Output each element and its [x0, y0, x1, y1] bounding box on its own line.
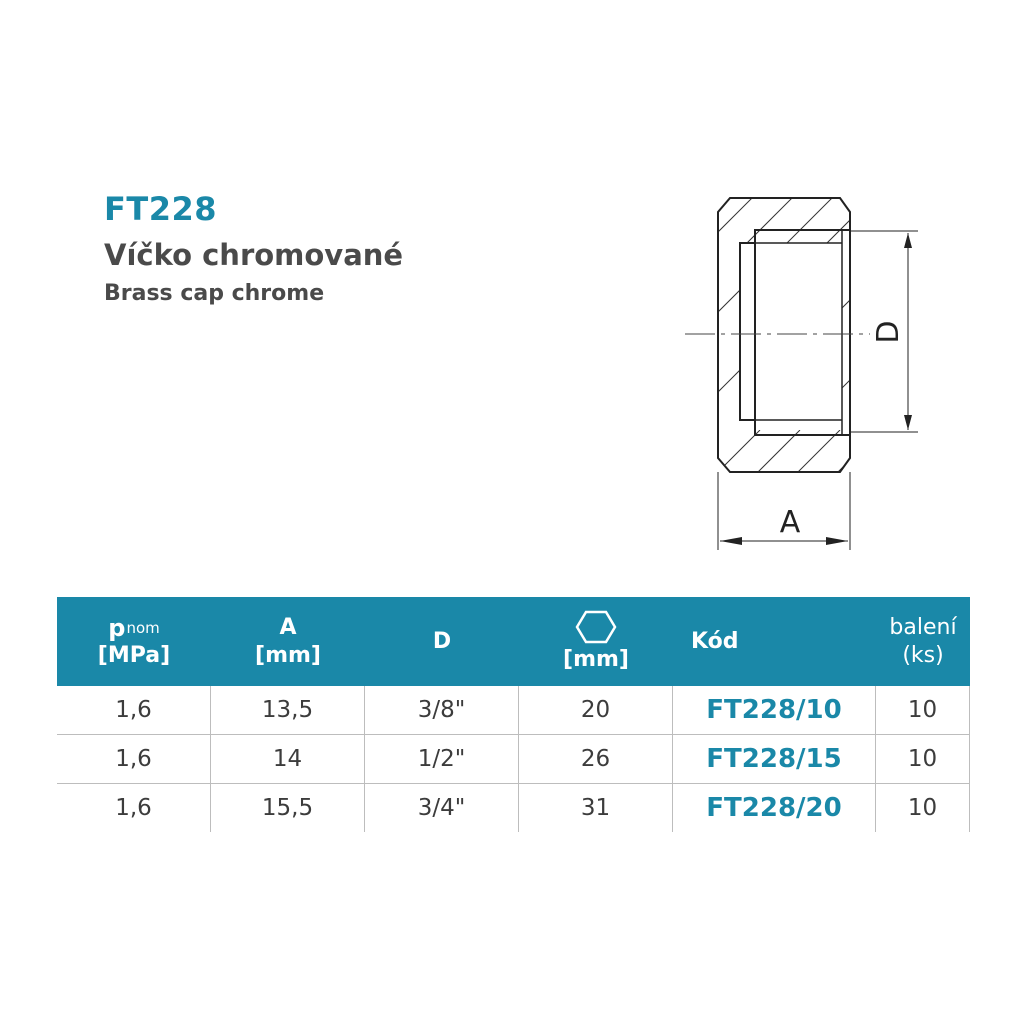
- header-baleni-unit: (ks): [902, 642, 944, 668]
- header-a-label: A: [279, 614, 297, 640]
- cell-d: 3/8": [365, 686, 519, 734]
- header-a: [211, 597, 365, 686]
- cell-baleni: 10: [876, 735, 970, 783]
- header-a-unit: [mm]: [255, 642, 321, 668]
- header-hex-unit: [mm]: [563, 646, 629, 672]
- cell-baleni: 10: [876, 784, 970, 832]
- cell-a: 14: [211, 735, 365, 783]
- header-baleni-label: balení: [889, 614, 957, 640]
- cell-baleni: 10: [876, 686, 970, 734]
- cell-a: 13,5: [211, 686, 365, 734]
- dimension-a-label: A: [779, 505, 801, 540]
- header-hex: [519, 597, 673, 686]
- product-code: FT228: [104, 190, 217, 228]
- cell-hex: 31: [519, 784, 673, 832]
- header-kod: [673, 597, 876, 686]
- cell-kod: FT228/15: [673, 735, 876, 783]
- spec-table: [57, 597, 970, 832]
- cell-kod: FT228/10: [673, 686, 876, 734]
- table-row: [57, 735, 970, 784]
- cell-kod: FT228/20: [673, 784, 876, 832]
- product-name-en: Brass cap chrome: [104, 281, 325, 306]
- cell-hex: 26: [519, 735, 673, 783]
- cell-d: 3/4": [365, 784, 519, 832]
- product-name-cz: Víčko chromované: [104, 238, 404, 272]
- pnom-symbol: p: [108, 613, 126, 642]
- cell-pnom: 1,6: [57, 784, 211, 832]
- header-d: [365, 597, 519, 686]
- cell-a: 15,5: [211, 784, 365, 832]
- hexagon-icon: [575, 610, 617, 644]
- table-header: [57, 597, 970, 686]
- cell-pnom: 1,6: [57, 735, 211, 783]
- dimension-d-label: D: [871, 320, 906, 344]
- cell-d: 1/2": [365, 735, 519, 783]
- header-kod-label: Kód: [691, 628, 739, 654]
- header-d-label: D: [432, 628, 452, 654]
- table-row: [57, 784, 970, 832]
- table-row: [57, 686, 970, 735]
- pnom-subscript: nom: [126, 618, 160, 637]
- header-baleni: [876, 597, 970, 686]
- cell-pnom: 1,6: [57, 686, 211, 734]
- pnom-unit: [MPa]: [97, 642, 171, 668]
- cell-hex: 20: [519, 686, 673, 734]
- header-pnom: [57, 597, 211, 686]
- technical-drawing: [660, 180, 960, 560]
